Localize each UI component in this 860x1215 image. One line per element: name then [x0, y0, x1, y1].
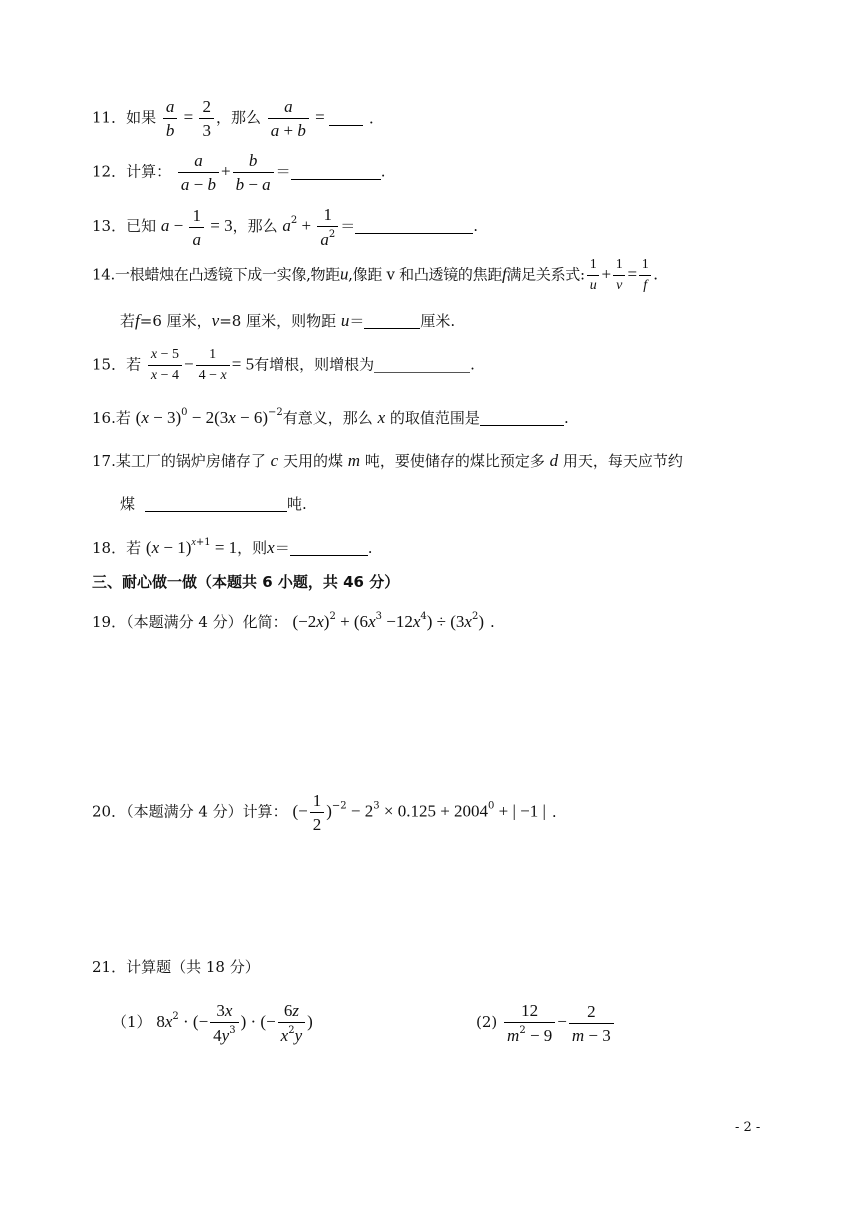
- question-11: 11．如果 $\frac{a}{b}$ = $\frac{2}{3}$ ，那么 $\frac{a}{a + b}$ = ．: [92, 97, 384, 140]
- answer-blank[interactable]: [329, 110, 363, 126]
- question-number: 17.: [92, 452, 116, 470]
- question-text: 有意义，那么: [282, 409, 373, 427]
- question-text: 煤: [120, 495, 136, 513]
- answer-blank[interactable]: [290, 540, 368, 556]
- question-text: 如果: [126, 108, 157, 127]
- question-text: 用天，每天应节约: [562, 452, 683, 470]
- question-number: 19．: [92, 613, 127, 631]
- question-text: .: [490, 613, 495, 631]
- fraction: $\frac{6z}{x^2y}$: [278, 1002, 305, 1044]
- question-text: 若: [120, 312, 136, 330]
- question-number: 18．: [92, 539, 127, 557]
- question-12: 12．计算： $\frac{a}{a - b}$ + $\frac{b}{b - a}$ ＝ .: [92, 151, 386, 194]
- question-text: 若: [126, 539, 142, 557]
- answer-blank[interactable]: [374, 357, 470, 373]
- fraction: $\frac{b}{b - a}$: [233, 152, 274, 193]
- question-number: 15．: [92, 355, 127, 374]
- question-text: =8 厘米，则物距: [219, 312, 337, 330]
- question-14-cont: 若f=6 厘米，v=8 厘米，则物距 u＝ 厘米.: [120, 311, 456, 330]
- fraction: $\frac{1}{v}$: [613, 258, 626, 293]
- question-text: 一根蜡烛在凸透镜下成一实像,物距: [114, 265, 340, 284]
- fraction: $\frac{1}{a^2}$: [317, 206, 338, 248]
- fraction: $\frac{1}{4 - x}$: [196, 348, 230, 383]
- fraction: $\frac{1}{f}$: [639, 258, 652, 293]
- question-number: 21．: [92, 958, 127, 976]
- question-16: 16.若 $(x - 3)^0 - 2(3x - 6)^{-2}$有意义，那么 x 的取值范围是 .: [92, 407, 569, 427]
- question-19: 19．（本题满分 4 分）化简： $(-2x)^2 + (6x^3 -12x^4) \div (3x^2)$ .: [92, 611, 495, 631]
- question-17-cont: [120, 496, 307, 512]
- fraction: $\frac{a}{b}$: [163, 98, 178, 139]
- fraction: $\frac{1}{2}$: [310, 792, 325, 833]
- question-number: 11．: [92, 108, 127, 127]
- question-text: 计算题（共 18 分）: [126, 958, 260, 976]
- question-text: ．: [368, 108, 384, 127]
- question-text: 天用的煤: [282, 452, 343, 470]
- question-text: .: [473, 217, 479, 235]
- fraction: $\frac{2}{m - 3}$: [569, 1003, 614, 1044]
- question-17: 17.某工厂的锅炉房储存了 c 天用的煤 m 吨，要使储存的煤比预定多 d 用天，每天应节约: [92, 451, 683, 470]
- question-text: 有增根，则增根为: [254, 355, 375, 374]
- question-21-part-2: (2) $\frac{12}{m^2 - 9}$ − $\frac{2}{m - 3}$: [476, 1002, 616, 1044]
- question-text: .: [563, 409, 569, 427]
- answer-blank[interactable]: [291, 164, 381, 180]
- question-text: （本题满分 4 分）化简：: [126, 613, 288, 631]
- question-text: 满足关系式:: [506, 265, 585, 284]
- question-text: .: [367, 539, 373, 557]
- question-text: ，则: [237, 539, 268, 557]
- question-text: 吨，要使储存的煤比预定多: [364, 452, 545, 470]
- answer-blank[interactable]: [355, 218, 473, 234]
- question-text: 若: [126, 355, 142, 374]
- fraction: $\frac{1}{u}$: [587, 258, 600, 293]
- fraction: $\frac{x - 5}{x - 4}$: [148, 348, 182, 383]
- question-18: 18．若 $(x - 1)^{x+1} = 1$，则x＝ .: [92, 537, 373, 557]
- question-21-part-1: （1） $8x^2$ · (− $\frac{3x}{4y^3}$ ) · (− $\frac{6z}{x^2y}$ ): [112, 1001, 313, 1045]
- fraction: $\frac{3x}{4y^3}$: [210, 1002, 238, 1044]
- section-heading: 三、耐心做一做（本题共 6 小题，共 46 分）: [92, 573, 400, 591]
- question-text: （本题满分 4 分）计算：: [126, 802, 288, 821]
- fraction: $\frac{12}{m^2 - 9}$: [504, 1002, 555, 1044]
- question-text: 计算：: [126, 162, 172, 181]
- question-13: 13．已知 a − $\frac{1}{a}$ = 3，那么 $a^2$ + $\frac{1}{a^2}$ ＝ .: [92, 205, 479, 249]
- question-text: =6 厘米，: [139, 312, 212, 330]
- fraction: $\frac{a}{a + b}$: [268, 98, 309, 139]
- question-text: 厘米.: [420, 312, 456, 330]
- question-text: .: [551, 802, 557, 821]
- question-15: 15．若 $\frac{x - 5}{x - 4}$ − $\frac{1}{4 - x}$ = 5有增根，则增根为 .: [92, 347, 475, 383]
- page-number: - 2 -: [735, 1120, 761, 1135]
- question-text: ，那么: [232, 217, 278, 235]
- question-number: 14.: [92, 265, 115, 284]
- question-text: 的取值范围是: [389, 409, 480, 427]
- answer-blank[interactable]: [364, 313, 420, 329]
- question-text: ,像距 v 和凸透镜的焦距: [348, 265, 503, 284]
- question-text: .: [380, 162, 386, 181]
- question-20: 20．（本题满分 4 分）计算： (− $\frac{1}{2}$ )$^{-2} - 2^3 \times 0.125 + 2004^0$ + | −1 | .: [92, 791, 557, 834]
- question-text: 吨.: [287, 495, 307, 513]
- fraction: $\frac{2}{3}$: [199, 98, 214, 139]
- part-label: （1）: [112, 1013, 152, 1031]
- answer-blank[interactable]: [480, 410, 564, 426]
- question-text: 已知: [126, 217, 157, 235]
- question-text: 若: [115, 409, 131, 427]
- question-14: 14.一根蜡烛在凸透镜下成一实像,物距u,像距 v 和凸透镜的焦距f满足关系式: $\frac{1}{u}$ + $\frac{1}{v}$ = $\frac{1}{f}$ .: [92, 257, 658, 293]
- answer-blank[interactable]: [145, 496, 287, 512]
- part-label: (2): [476, 1013, 498, 1031]
- question-number: 12．: [92, 162, 127, 181]
- question-text: ，那么: [215, 108, 261, 127]
- fraction: $\frac{a}{a - b}$: [178, 152, 219, 193]
- question-number: 20．: [92, 802, 127, 821]
- question-number: 16.: [92, 409, 116, 427]
- fraction: $\frac{1}{a}$: [189, 207, 204, 248]
- question-number: 13．: [92, 217, 127, 235]
- question-21: [92, 960, 260, 975]
- question-text: 某工厂的锅炉房储存了: [115, 452, 266, 470]
- question-text: .: [470, 355, 475, 374]
